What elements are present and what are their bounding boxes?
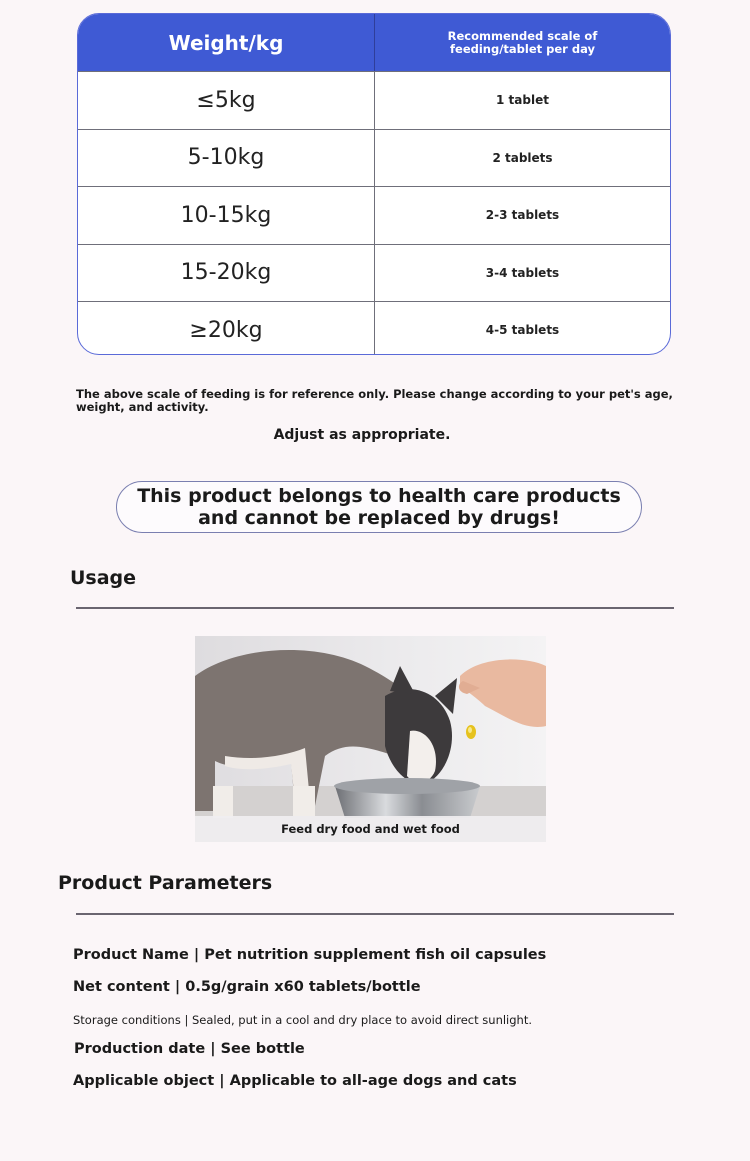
table-row	[78, 301, 670, 355]
param-net-content: Net content | 0.5g/grain x60 tablets/bottle	[73, 979, 421, 995]
table-row	[78, 129, 670, 187]
usage-photo	[195, 636, 546, 842]
reference-note: The above scale of feeding is for reference only. Please change according to your pet's age, weight, and activity.	[76, 387, 673, 414]
usage-caption: Feed dry food and wet food	[195, 816, 546, 842]
usage-divider	[76, 607, 674, 609]
dose-cell: 2 tablets	[492, 150, 553, 165]
weight-cell: 5-10kg	[187, 145, 265, 171]
table-row	[78, 71, 670, 129]
dose-cell: 2-3 tablets	[485, 208, 560, 223]
table-header-row	[78, 14, 670, 71]
weight-cell: ≥20kg	[189, 317, 263, 343]
product-parameters-heading: Product Parameters	[58, 872, 273, 894]
dose-cell: 3-4 tablets	[485, 265, 560, 280]
table-row	[78, 244, 670, 302]
usage-heading: Usage	[70, 567, 137, 589]
weight-cell: 10-15kg	[180, 202, 272, 228]
health-care-notice	[116, 481, 642, 533]
dog-eating-illustration	[195, 636, 546, 842]
dose-cell: 4-5 tablets	[485, 323, 560, 338]
param-applicable-object: Applicable object | Applicable to all-age dogs and cats	[73, 1073, 517, 1089]
adjust-note: Adjust as appropriate.	[273, 427, 451, 443]
weight-column-header: Weight/kg	[78, 14, 375, 71]
feeding-scale-table	[77, 13, 671, 355]
param-production-date: Production date | See bottle	[74, 1041, 305, 1057]
param-storage-conditions: Storage conditions | Sealed, put in a cool and dry place to avoid direct sunlight.	[73, 1013, 533, 1027]
param-product-name: Product Name | Pet nutrition supplement fish oil capsules	[73, 947, 547, 963]
weight-cell: 15-20kg	[180, 260, 272, 286]
dose-cell: 1 tablet	[496, 93, 549, 108]
dose-column-header: Recommended scale of feeding/tablet per day	[447, 28, 598, 56]
parameters-divider	[76, 913, 674, 915]
notice-text: This product belongs to health care products and cannot be replaced by drugs!	[137, 485, 621, 529]
table-row	[78, 186, 670, 244]
weight-cell: ≤5kg	[196, 87, 256, 113]
